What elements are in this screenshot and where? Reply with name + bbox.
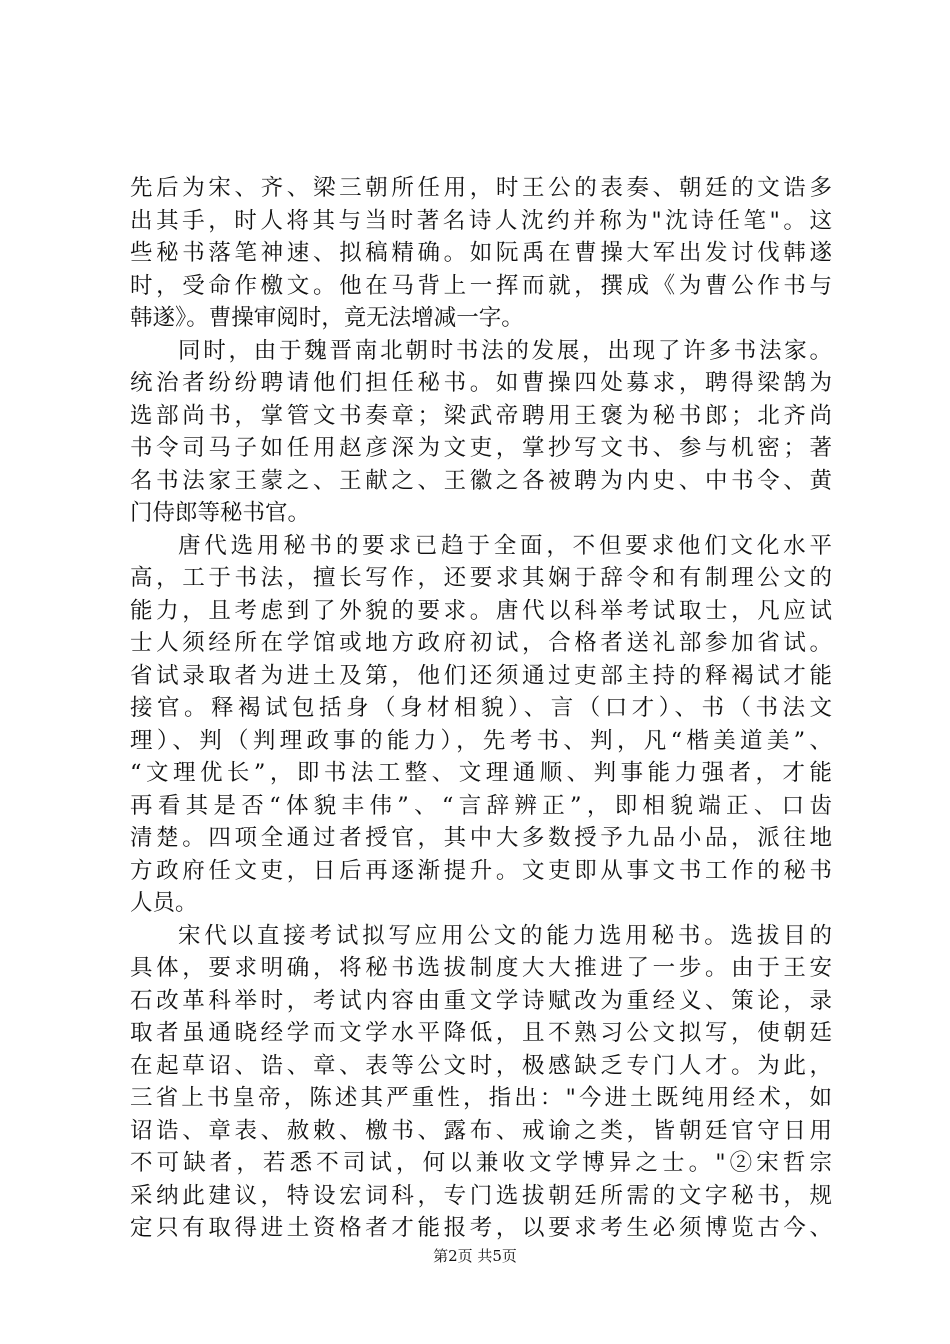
text-line: 再看其是否“体貌丰伟”、“言辞辨正”，即相貌端正、口齿 — [130, 792, 832, 819]
text-line: 采纳此建议，特设宏词科，专门选拔朝廷所需的文字秘书，规 — [130, 1182, 832, 1209]
text-line: 书令司马子如任用赵彦深为文吏，掌抄写文书、参与机密；著 — [130, 435, 832, 461]
text-line: 宋代以直接考试拟写应用公文的能力选用秘书。选拔目的 — [178, 922, 832, 949]
text-line: 出其手，时人将其与当时著名诗人沈约并称为"沈诗任笔"。这 — [130, 207, 832, 234]
text-line: 韩遂》。曹操审阅时，竟无法增减一字。 — [130, 305, 524, 331]
text-line: 同时，由于魏晋南北朝时书法的发展，出现了许多书法家。 — [178, 337, 832, 364]
text-line: 名书法家王蒙之、王献之、王徽之各被聘为内史、中书令、黄 — [130, 467, 832, 494]
page-footer — [0, 1245, 950, 1266]
text-line: 统治者纷纷聘请他们担任秘书。如曹操四处募求，聘得梁鹄为 — [130, 370, 832, 396]
text-line: “文理优长”，即书法工整、文理通顺、判事能力强者，才能 — [130, 760, 832, 786]
text-line: 定只有取得进土资格者才能报考，以要求考生必须博览古今、 — [130, 1215, 832, 1241]
text-line: 士人须经所在学馆或地方政府初试，合格者送礼部参加省试。 — [130, 630, 832, 656]
text-line: 高，工于书法，擅长写作，还要求其娴于辞令和有制理公文的 — [130, 565, 832, 591]
text-line: 时，受命作檄文。他在马背上一挥而就，撰成《为曹公作书与 — [130, 272, 832, 299]
text-line: 门侍郎等秘书官。 — [130, 500, 311, 526]
text-line: 取者虽通晓经学而文学水平降低，且不熟习公文拟写，使朝廷 — [130, 1020, 832, 1046]
text-line: 清楚。四项全通过者授官，其中大多数授予九品小品，派往地 — [130, 825, 832, 851]
text-line: 选部尚书，掌管文书奏章；梁武帝聘用王褒为秘书郎；北齐尚 — [130, 402, 832, 429]
text-line: 省试录取者为进土及第，他们还须通过吏部主持的释褐试才能 — [130, 662, 832, 689]
page-number-label: 第2页 共5页 — [433, 1247, 517, 1265]
text-line: 具体，要求明确，将秘书选拔制度大大推进了一步。由于王安 — [130, 955, 832, 981]
text-line: 接官。释褐试包括身（身材相貌）、言（口才）、书（书法文 — [130, 695, 832, 721]
text-line: 理）、判（判理政事的能力），先考书、判，凡“楷美道美”、 — [130, 727, 832, 754]
text-line: 先后为宋、齐、梁三朝所任用，时王公的表奏、朝廷的文诰多 — [130, 175, 832, 201]
document-body — [130, 172, 832, 1245]
text-line: 人员。 — [130, 890, 198, 916]
text-line: 唐代选用秘书的要求已趋于全面，不但要求他们文化水平 — [178, 532, 832, 559]
text-line: 能力，且考虑到了外貌的要求。唐代以科举考试取士，凡应试 — [130, 597, 832, 624]
text-line: 三省上书皇帝，陈述其严重性，指出："今进土既纯用经术，如 — [130, 1085, 832, 1111]
text-line: 方政府任文吏，日后再逐渐提升。文吏即从事文书工作的秘书 — [130, 857, 832, 884]
text-line: 在起草诏、诰、章、表等公文时，极感缺乏专门人才。为此， — [130, 1052, 832, 1079]
text-line: 不可缺者，若悉不司试，何以兼收文学博异之士。"②宋哲宗 — [130, 1150, 832, 1176]
text-line: 石改革科举时，考试内容由重文学诗赋改为重经义、策论，录 — [130, 987, 832, 1014]
text-line: 诏诰、章表、赦敕、檄书、露布、戒谕之类，皆朝廷官守日用 — [130, 1117, 832, 1144]
text-line: 些秘书落笔神速、拟稿精确。如阮禹在曹操大军出发讨伐韩遂 — [130, 240, 832, 266]
